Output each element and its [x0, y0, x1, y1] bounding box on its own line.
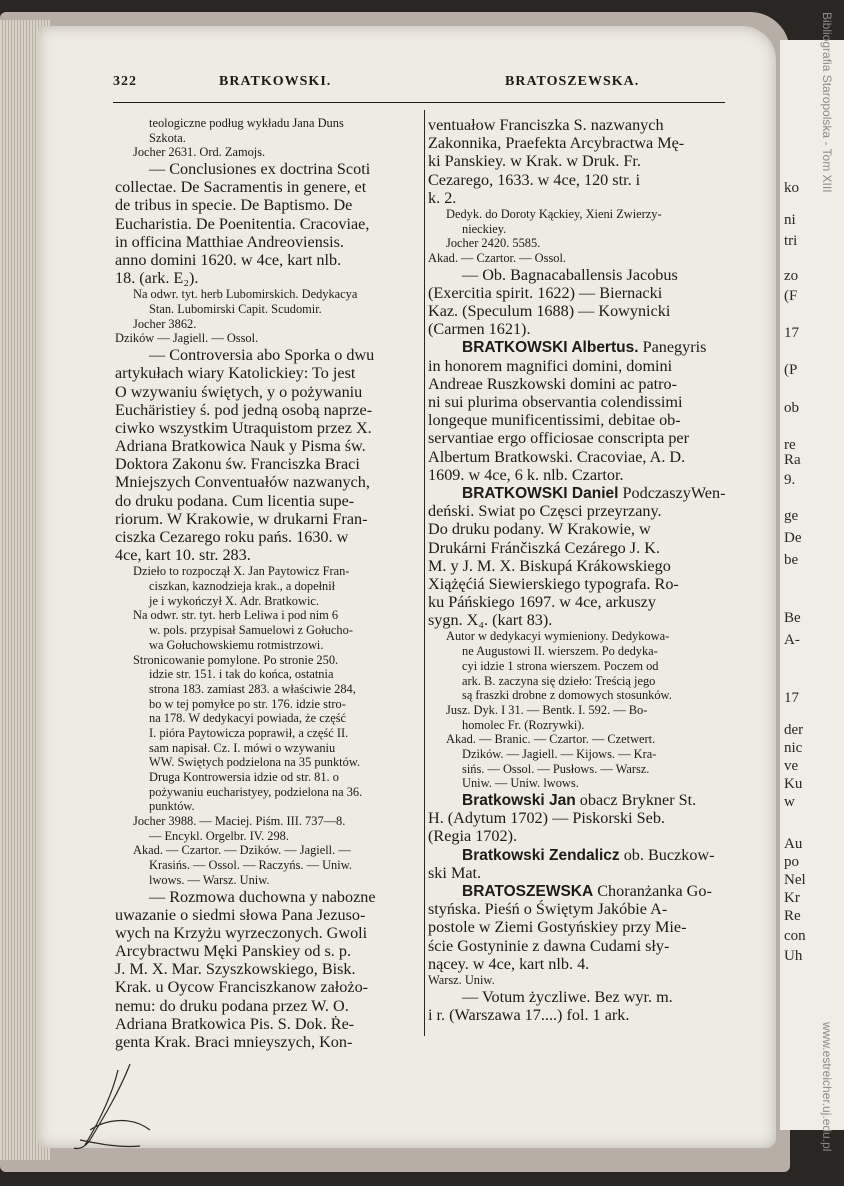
note-line: Jocher 3862. [133, 316, 197, 331]
watermark-title: Bibliografia Staropolska - Tom XIII [820, 12, 834, 193]
text-line: ni sui plurima observantia colendissimi [428, 393, 683, 411]
watermark-url: www.estreicher.uj.edu.pl [820, 1022, 834, 1152]
text-line: in officina Matthiae Andreoviensis. [115, 232, 344, 251]
next-page-fragment: ob [784, 400, 799, 416]
note-line: strona 183. zamiast 283. a właściwie 284, [149, 681, 356, 696]
note-line: Akad. — Branic. — Czartor. — Czetwert. [446, 732, 656, 747]
next-page-fragment: (P [784, 362, 798, 378]
text-line: longeque munificentissimi, debitae ob- [428, 411, 681, 430]
note-line: w. pols. przypisał Samuelowi z Gołucho- [149, 623, 353, 638]
note-line: Druga Kontrowersia idzie od str. 81. o [149, 770, 339, 784]
next-page-fragment: re [784, 437, 796, 453]
note-line: punktów. [149, 799, 195, 814]
text-line: ski Mat. [428, 863, 482, 882]
note-line: Warsz. Uniw. [428, 972, 495, 987]
note-line: Jusz. Dyk. I 31. — Bentk. I. 592. — Bo- [446, 702, 648, 717]
note-line: ark. B. zaczyna się dzieło: Treścią jego [462, 673, 656, 688]
note-line: I. pióra Paytowicza poprawił, a część II. [149, 725, 349, 740]
note-line: ciszkan, kaznodzieja krak., a dopełnił [149, 579, 336, 594]
next-page-fragment: po [784, 854, 799, 870]
entry-text: Choranżanka Go- [593, 881, 712, 900]
entry-text: PodczaszyWen- [618, 483, 726, 502]
next-page-fragment: ko [784, 180, 799, 196]
text-line: Adriana Bratkowica Nauk y Pisma św. [115, 437, 366, 456]
text-line: Do druku podany. W Krakowie, w [428, 520, 651, 539]
header-rule [113, 102, 725, 103]
text-line [428, 484, 728, 502]
next-page-fragment: Be [784, 610, 801, 626]
note-line: idzie str. 151. i tak do końca, ostatnia [149, 667, 334, 682]
next-page-fragment: nic [784, 740, 803, 756]
text-line: ku Páńskiego 1697. w 4ce, arkuszy [428, 593, 656, 612]
text-line: wych na Krzyżu wyrzeczonych. Gwoli [115, 923, 368, 942]
note-line: Autor w dedykacyi wymieniony. Dedykowa- [446, 629, 670, 644]
text-line: i r. (Warszawa 17....) fol. 1 ark. [428, 1005, 630, 1024]
text-line: Cezarego, 1633. w 4ce, 120 str. i [428, 170, 641, 189]
note-line: Stan. Lubomirski Capit. Scudomir. [149, 302, 322, 317]
next-page-fragment: ve [784, 758, 799, 774]
text-line [428, 791, 728, 809]
next-page-fragment: der [784, 722, 804, 738]
text-line: O wzywaniu świętych, y o pożywaniu [115, 382, 363, 401]
text-line [428, 882, 728, 900]
next-page-fragment: tri [784, 233, 798, 249]
note-line: Dzieło to rozpoczął X. Jan Paytowicz Fran- [133, 564, 350, 579]
text-line: Krak. u Oycow Franciszkanow założo- [115, 978, 369, 997]
text-line: do druku podana. Cum licentia supe- [115, 491, 355, 510]
note-line: Na odwr. tyt. herb Lubomirskich. Dedykacya [133, 287, 358, 302]
watermark [820, 12, 840, 1182]
note-line: sam napisał. Cz. I. mówi o wzywaniu [149, 740, 336, 755]
text-line: M. y J. M. X. Biskupá Krákowskiego [428, 556, 671, 575]
next-page-fragment: ge [784, 508, 799, 524]
text-line: ciwko wszystkim Utraquistom przez X. [115, 418, 372, 437]
text-line: Drukárni Fránčiszká Cezárego J. K. [428, 538, 660, 557]
text-line: Euchäristiey ś. pod jedną osobą naprze- [115, 400, 373, 419]
right-column [428, 116, 728, 1024]
entry-heading: BRATKOWSKI Daniel [462, 484, 619, 502]
text-line: — Ob. Bagnacaballensis Jacobus [462, 265, 678, 284]
note-line: bo w tej pomyłce po str. 176. idzie stro- [149, 696, 346, 711]
note-line: Dedyk. do Doroty Kąckiey, Xieni Zwierzy- [446, 206, 662, 221]
text-line: — Conclusiones ex doctrina Scoti [149, 160, 371, 179]
note-line: wa Gołuchowskiemu rotmistrzowi. [149, 637, 324, 652]
text-line: 4ce, kart 10. str. 283. [115, 546, 251, 565]
entry-heading: Bratkowski Jan [462, 792, 576, 809]
note-line: Na odwr. str. tyt. herb Leliwa i pod nim 6 [133, 608, 339, 623]
note-line: są fraszki drobne z domowych stosunków. [462, 688, 672, 703]
text-line: nącey. w 4ce, kart nlb. 4. [428, 954, 590, 973]
text-line: postole w Ziemi Gostyńskiey przy Mie- [428, 918, 687, 937]
entry-heading: Bratkowski Zendalicz [462, 846, 620, 864]
note-line: sińs. — Ossol. — Pusłows. — Warsz. [462, 761, 650, 776]
note-line: pożywaniu eucharistyey, podzielona na 36. [149, 784, 363, 799]
note-line: lwows. — Warsz. Uniw. [149, 872, 270, 887]
text-line: styńska. Pieśń o Świętym Jakóbie A- [428, 900, 668, 919]
next-page-fragment: De [784, 530, 802, 546]
note-line: Akad. — Czartor. — Ossol. [428, 251, 567, 265]
note-line: Jocher 3988. — Maciej. Piśm. III. 737—8. [133, 814, 346, 829]
entry-text: obacz Brykner St. [575, 791, 697, 809]
text-line: anno domini 1620. w 4ce, kart nlb. [115, 251, 342, 269]
left-column [115, 116, 415, 1051]
text-line: deński. Swiat po Częsci przeyrzany. [428, 502, 662, 521]
next-page-fragment: (F [784, 288, 798, 304]
next-page-fragment: w [784, 794, 795, 810]
text-line [428, 846, 728, 864]
text-line: — Votum życzliwe. Bez wyr. m. [462, 987, 673, 1006]
note-line: — Encykl. Orgelbr. IV. 298. [149, 828, 289, 843]
text-line: H. (Adytum 1702) — Piskorski Seb. [428, 809, 665, 828]
text-line: riorum. W Krakowie, w drukarni Fran- [115, 509, 368, 528]
note-line: Dzików. — Jagiell. — Kijows. — Kra- [462, 746, 657, 761]
note-line: teologiczne podług wykładu Jana Duns [149, 116, 344, 130]
text-line: ventuałow Franciszka S. nazwanych [428, 116, 664, 134]
text-line: Andreae Ruszkowski domini ac patro- [428, 374, 678, 393]
note-line: Szkota. [149, 130, 186, 145]
text-line: (Exercitia spirit. 1622) — Biernacki [428, 283, 663, 302]
text-line: collectae. De Sacramentis in genere, et [115, 178, 367, 197]
text-line: Arcybractwu Męki Panskiey od s. p. [115, 942, 352, 961]
text-line: Albertum Bratkowski. Cracoviae, A. D. [428, 447, 686, 466]
entry-text: ob. Buczkow- [619, 845, 715, 864]
text-line: Adriana Bratkowica Pis. S. Dok. Ṙe- [115, 1014, 355, 1033]
text-line [428, 338, 728, 356]
handwritten-signature [60, 1060, 160, 1155]
page-number: 322 [113, 74, 137, 89]
text-line: (Regia 1702). [428, 827, 518, 846]
running-head-left: BRATKOWSKI. [219, 74, 332, 89]
note-line: je i wykończył X. Adr. Bratkowic. [149, 593, 319, 608]
entry-text: Panegyris [638, 338, 707, 357]
note-line: na 178. W dedykacyi powiada, że część [149, 711, 347, 726]
text-line: servantiae ergo officiosae conscripta per [428, 429, 689, 448]
next-page-fragment: 9. [784, 472, 796, 488]
text-line: Xiążęćiá Siewierskiego typografa. Ro- [428, 574, 679, 593]
text-line: Kaz. (Speculum 1688) — Kowynicki [428, 302, 671, 321]
note-line: Dzików — Jagiell. — Ossol. [115, 331, 259, 346]
text-line: ki Panskiey. w Krak. w Druk. Fr. [428, 152, 641, 171]
text-line: uwazanie o siedmi słowa Pana Jezuso- [115, 905, 366, 924]
next-page-fragment: Kr [784, 890, 800, 906]
text-line: Mniejszych Conventuałów nazwanych, [115, 473, 370, 492]
note-line: cyi idzie 1 strona wierszem. Poczem od [462, 658, 659, 673]
column-divider [424, 110, 425, 1036]
next-page-fragment: Nel [784, 872, 806, 888]
next-page-fragment: Ku [784, 776, 803, 792]
text-line: Eucharistia. De Poenitentia. Cracoviae, [115, 214, 370, 233]
text-line: (Carmen 1621). [428, 320, 531, 339]
text-line: J. M. X. Mar. Szyszkowskiego, Bisk. [115, 960, 356, 979]
next-page-fragment: A- [784, 632, 800, 648]
next-page-fragment: be [784, 552, 799, 568]
next-page-fragment: 17 [784, 325, 799, 341]
note-line: nieckiey. [462, 221, 507, 236]
note-line: Akad. — Czartor. — Dzików. — Jagiell. — [133, 843, 351, 858]
next-page-fragment: Uh [784, 948, 803, 964]
entry-heading: BRATOSZEWSKA [462, 882, 594, 900]
next-page-fragment: con [784, 928, 806, 944]
text-line: ciszka Cezarego roku pańs. 1630. w [115, 528, 349, 546]
next-page-fragment: zo [784, 268, 799, 284]
text-line: ście Gostyninie z dawna Cudami sły- [428, 936, 670, 955]
text-line: in honorem magnifici domini, domini [428, 356, 673, 375]
next-page-fragment: Re [784, 908, 801, 924]
text-line: de tribus in specie. De Baptismo. De [115, 196, 353, 215]
text-line: artykułach wiary Katolickiey: To jest [115, 364, 356, 383]
note-line: WW. Swiętych podzielona na 35 punktów. [149, 755, 361, 770]
text-line: Zakonnika, Praefekta Arcybractwa Mę- [428, 134, 685, 153]
text-line: genta Krak. Braci mnieyszych, Kon- [115, 1033, 353, 1051]
entry-heading: BRATKOWSKI Albertus. [462, 339, 639, 357]
next-page-fragment: ni [784, 212, 796, 228]
text-line: Doktora Zakonu św. Franciszka Braci [115, 455, 360, 474]
text-line: — Rozmowa duchowna y nabozne [149, 887, 376, 906]
note-line: Jocher 2420. 5585. [446, 236, 541, 251]
next-page-fragment: 17 [784, 690, 799, 706]
text-line: sygn. X₄. (kart 83). [428, 611, 553, 630]
note-line: homolec Fr. (Rozrywki). [462, 717, 585, 732]
next-page-fragment: Au [784, 836, 803, 852]
note-line: ne Augustowi II. wierszem. Po dedyka- [462, 644, 658, 659]
text-line: nemu: do druku podana przez W. O. [115, 996, 349, 1015]
next-page-fragment: Ra [784, 452, 801, 468]
text-line: 1609. w 4ce, 6 k. nlb. Czartor. [428, 465, 624, 484]
text-line: 18. (ark. E₂). [115, 269, 199, 288]
note-line: Stronicowanie pomylone. Po stronie 250. [133, 652, 339, 667]
text-line: k. 2. [428, 188, 457, 207]
running-head-right: BRATOSZEWSKA. [505, 74, 640, 89]
note-line: Jocher 2631. Ord. Zamojs. [133, 145, 266, 160]
text-line: — Controversia abo Sporka o dwu [149, 346, 375, 365]
note-line: Krasińs. — Ossol. — Raczyńs. — Uniw. [149, 858, 352, 873]
note-line: Uniw. — Uniw. lwows. [462, 776, 579, 791]
